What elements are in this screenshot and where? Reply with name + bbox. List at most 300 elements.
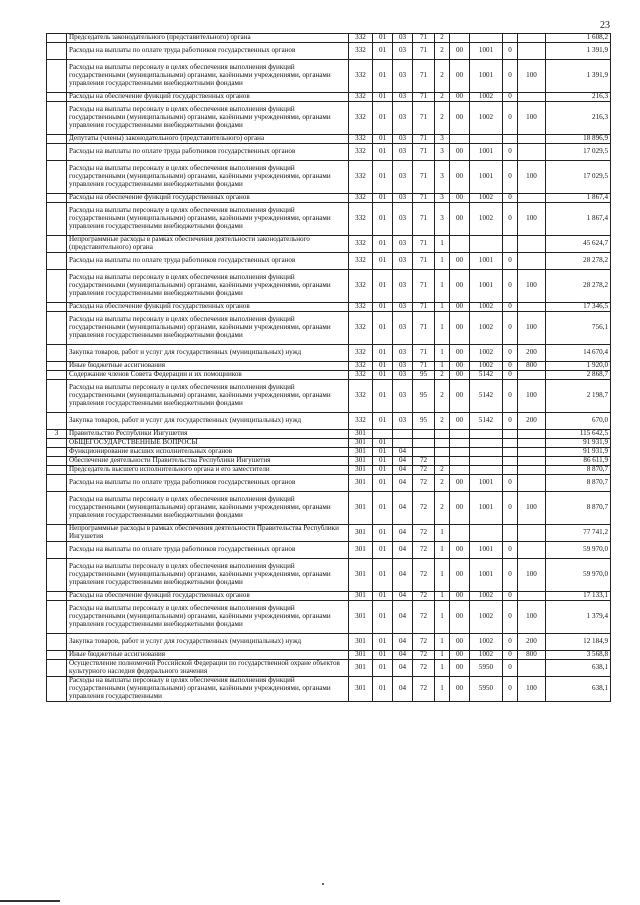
table-row (47, 457, 611, 466)
cell-program-code: 71 (413, 253, 435, 270)
cell-expense-code: 5950 (470, 677, 503, 702)
cell-expense-type (518, 660, 546, 677)
cell-program-code: 72 (413, 457, 435, 466)
cell-program-code: 71 (413, 270, 435, 303)
cell-direction-code: 00 (450, 93, 470, 102)
cell-subsection-code: 04 (393, 525, 413, 542)
cell-expense-type: 200 (518, 634, 546, 651)
scan-dot (322, 883, 324, 885)
cell-extra-code: 0 (503, 371, 518, 380)
cell-subprogram-code: 1 (435, 345, 450, 362)
cell-program-code: 71 (413, 43, 435, 60)
cell-subsection-code: 04 (393, 677, 413, 702)
cell-expense-code (470, 466, 503, 475)
cell-subsection-code: 03 (393, 345, 413, 362)
cell-direction-code (450, 466, 470, 475)
cell-subprogram-code: 3 (435, 203, 450, 236)
cell-extra-code: 0 (503, 634, 518, 651)
cell-subsection-code: 03 (393, 371, 413, 380)
cell-subsection-code: 03 (393, 161, 413, 194)
cell-item-name: Председатель высшего исполнительного органа и его заместители (67, 466, 349, 475)
cell-expense-code: 5142 (470, 371, 503, 380)
cell-program-code: 72 (413, 660, 435, 677)
cell-section-code: 01 (373, 492, 393, 525)
cell-section-code: 01 (373, 161, 393, 194)
cell-ministry-code: 301 (349, 601, 373, 634)
cell-direction-code (450, 34, 470, 43)
table-row (47, 525, 611, 542)
cell-extra-code: 0 (503, 475, 518, 492)
cell-subprogram-code: 1 (435, 677, 450, 702)
cell-expense-type (518, 525, 546, 542)
cell-program-code: 72 (413, 525, 435, 542)
cell-amount: 1 867,4 (546, 194, 611, 203)
cell-direction-code: 00 (450, 362, 470, 371)
cell-subsection-code: 03 (393, 135, 413, 144)
cell-extra-code: 0 (503, 43, 518, 60)
cell-section-code: 01 (373, 542, 393, 559)
table-row (47, 660, 611, 677)
cell-number (47, 194, 67, 203)
cell-extra-code: 0 (503, 60, 518, 93)
cell-item-name: Расходы на обеспечение функций государственных органов (67, 93, 349, 102)
cell-subsection-code: 03 (393, 303, 413, 312)
cell-amount: 17 133,1 (546, 592, 611, 601)
cell-expense-code: 5142 (470, 413, 503, 430)
cell-expense-code: 1002 (470, 345, 503, 362)
cell-amount: 756,1 (546, 312, 611, 345)
cell-direction-code: 00 (450, 601, 470, 634)
cell-expense-type (518, 592, 546, 601)
cell-expense-code (470, 430, 503, 439)
cell-expense-code: 1002 (470, 651, 503, 660)
cell-program-code (413, 430, 435, 439)
table-row (47, 466, 611, 475)
cell-expense-type (518, 34, 546, 43)
table-row (47, 475, 611, 492)
cell-subsection-code: 03 (393, 362, 413, 371)
cell-item-name: Расходы на выплаты персоналу в целях обеспечения выполнения функций государственными (муниципальными) органами, казёнными учреждениями, органами управления государственными внебюджетными фондами (67, 102, 349, 135)
cell-subprogram-code (435, 430, 450, 439)
cell-number (47, 559, 67, 592)
cell-amount: 17 029,5 (546, 144, 611, 161)
cell-direction-code (450, 135, 470, 144)
cell-number (47, 362, 67, 371)
table-row (47, 371, 611, 380)
cell-ministry-code: 301 (349, 448, 373, 457)
cell-program-code: 72 (413, 634, 435, 651)
cell-program-code: 72 (413, 466, 435, 475)
cell-amount: 18 896,9 (546, 135, 611, 144)
cell-amount: 8 870,7 (546, 475, 611, 492)
cell-subprogram-code: 2 (435, 93, 450, 102)
cell-direction-code: 00 (450, 542, 470, 559)
cell-ministry-code: 301 (349, 466, 373, 475)
cell-section-code: 01 (373, 236, 393, 253)
cell-item-name: Закупка товаров, работ и услуг для государственных (муниципальных) нужд (67, 634, 349, 651)
cell-number (47, 102, 67, 135)
cell-amount: 638,1 (546, 677, 611, 702)
cell-section-code: 01 (373, 144, 393, 161)
cell-section-code: 01 (373, 677, 393, 702)
cell-expense-type (518, 194, 546, 203)
cell-item-name: Депутаты (члены) законодательного (представительного) органа (67, 135, 349, 144)
cell-direction-code: 00 (450, 161, 470, 194)
cell-expense-type (518, 466, 546, 475)
cell-item-name: Иные бюджетные ассигнования (67, 651, 349, 660)
cell-ministry-code: 332 (349, 34, 373, 43)
cell-subprogram-code: 2 (435, 102, 450, 135)
cell-extra-code: 0 (503, 542, 518, 559)
cell-section-code: 01 (373, 601, 393, 634)
cell-expense-code (470, 135, 503, 144)
cell-expense-code: 1002 (470, 362, 503, 371)
cell-expense-type (518, 93, 546, 102)
cell-amount: 2 868,7 (546, 371, 611, 380)
cell-subprogram-code: 3 (435, 135, 450, 144)
cell-program-code: 71 (413, 102, 435, 135)
cell-expense-type: 100 (518, 161, 546, 194)
cell-ministry-code: 332 (349, 270, 373, 303)
cell-ministry-code: 301 (349, 634, 373, 651)
cell-direction-code: 00 (450, 345, 470, 362)
table-row (47, 312, 611, 345)
cell-ministry-code: 301 (349, 651, 373, 660)
cell-subprogram-code: 2 (435, 43, 450, 60)
cell-item-name: Обеспечение деятельности Правительства Республики Ингушетия (67, 457, 349, 466)
cell-direction-code: 00 (450, 203, 470, 236)
cell-ministry-code: 332 (349, 161, 373, 194)
cell-expense-type: 100 (518, 203, 546, 236)
table-row (47, 194, 611, 203)
cell-subsection-code: 04 (393, 601, 413, 634)
cell-ministry-code: 332 (349, 413, 373, 430)
cell-direction-code: 00 (450, 102, 470, 135)
cell-section-code: 01 (373, 34, 393, 43)
cell-section-code: 01 (373, 312, 393, 345)
table-row (47, 448, 611, 457)
cell-amount: 1 920,0 (546, 362, 611, 371)
cell-expense-code: 1001 (470, 43, 503, 60)
cell-extra-code (503, 439, 518, 448)
cell-expense-code: 1002 (470, 312, 503, 345)
cell-item-name: Закупка товаров, работ и услуг для государственных (муниципальных) нужд (67, 413, 349, 430)
cell-subsection-code: 04 (393, 559, 413, 592)
cell-section-code: 01 (373, 439, 393, 448)
cell-number (47, 525, 67, 542)
cell-amount: 1 867,4 (546, 203, 611, 236)
cell-item-name: Расходы на выплаты персоналу в целях обеспечения выполнения функций государственными (муниципальными) органами, казёнными учреждениями, органами управления государственными внебюджетными фондами (67, 492, 349, 525)
cell-number (47, 253, 67, 270)
cell-expense-type (518, 135, 546, 144)
cell-item-name: Расходы на выплаты по оплате труда работников государственных органов (67, 253, 349, 270)
cell-extra-code (503, 34, 518, 43)
cell-extra-code: 0 (503, 362, 518, 371)
cell-program-code: 72 (413, 677, 435, 702)
cell-expense-type (518, 303, 546, 312)
cell-section-code (373, 430, 393, 439)
cell-ministry-code: 332 (349, 303, 373, 312)
cell-ministry-code: 332 (349, 43, 373, 60)
cell-expense-type: 100 (518, 601, 546, 634)
cell-program-code: 95 (413, 371, 435, 380)
cell-expense-type: 100 (518, 559, 546, 592)
cell-expense-code: 1002 (470, 634, 503, 651)
cell-subsection-code: 03 (393, 253, 413, 270)
cell-section-code: 01 (373, 651, 393, 660)
cell-item-name: Расходы на выплаты по оплате труда работников государственных органов (67, 43, 349, 60)
cell-subprogram-code: 1 (435, 542, 450, 559)
table-row (47, 93, 611, 102)
cell-item-name: Осуществление полномочий Российской Федерации по государственной охране объектов культурного наследия федерального значения (67, 660, 349, 677)
cell-expense-code (470, 34, 503, 43)
cell-direction-code: 00 (450, 194, 470, 203)
table-row (47, 270, 611, 303)
cell-subprogram-code: 1 (435, 253, 450, 270)
cell-section-code: 01 (373, 135, 393, 144)
cell-expense-type: 100 (518, 102, 546, 135)
cell-subsection-code: 03 (393, 270, 413, 303)
cell-number (47, 93, 67, 102)
cell-subprogram-code: 1 (435, 303, 450, 312)
cell-extra-code: 0 (503, 651, 518, 660)
cell-expense-code: 1002 (470, 102, 503, 135)
table-row (47, 253, 611, 270)
cell-direction-code: 00 (450, 380, 470, 413)
cell-extra-code (503, 457, 518, 466)
cell-program-code: 95 (413, 380, 435, 413)
cell-direction-code: 00 (450, 592, 470, 601)
cell-subsection-code: 04 (393, 492, 413, 525)
cell-expense-code: 1002 (470, 601, 503, 634)
cell-subprogram-code: 2 (435, 475, 450, 492)
cell-ministry-code: 301 (349, 430, 373, 439)
cell-ministry-code: 332 (349, 345, 373, 362)
cell-extra-code (503, 430, 518, 439)
cell-number (47, 413, 67, 430)
cell-number (47, 380, 67, 413)
cell-expense-type (518, 457, 546, 466)
cell-subsection-code: 03 (393, 413, 413, 430)
cell-expense-code: 1002 (470, 93, 503, 102)
cell-amount: 59 970,0 (546, 542, 611, 559)
cell-expense-type: 800 (518, 651, 546, 660)
cell-number (47, 236, 67, 253)
cell-amount: 3 568,8 (546, 651, 611, 660)
cell-extra-code: 0 (503, 413, 518, 430)
cell-section-code: 01 (373, 592, 393, 601)
cell-number (47, 161, 67, 194)
cell-extra-code: 0 (503, 345, 518, 362)
cell-ministry-code: 332 (349, 135, 373, 144)
cell-program-code: 71 (413, 203, 435, 236)
cell-subprogram-code (435, 448, 450, 457)
cell-number (47, 601, 67, 634)
cell-expense-type: 200 (518, 345, 546, 362)
cell-expense-code (470, 236, 503, 253)
cell-expense-type (518, 542, 546, 559)
cell-ministry-code: 332 (349, 253, 373, 270)
cell-amount: 14 670,4 (546, 345, 611, 362)
cell-subprogram-code (435, 457, 450, 466)
table-row (47, 43, 611, 60)
cell-item-name: Расходы на выплаты по оплате труда работников государственных органов (67, 144, 349, 161)
cell-expense-code: 1001 (470, 475, 503, 492)
cell-program-code: 71 (413, 194, 435, 203)
cell-expense-type (518, 439, 546, 448)
table-row (47, 203, 611, 236)
cell-expense-code (470, 448, 503, 457)
cell-item-name: Функционирование высших исполнительных органов (67, 448, 349, 457)
cell-extra-code: 0 (503, 303, 518, 312)
cell-amount: 1 391,9 (546, 60, 611, 93)
cell-direction-code (450, 457, 470, 466)
table-row (47, 345, 611, 362)
cell-expense-type: 100 (518, 312, 546, 345)
cell-program-code: 72 (413, 542, 435, 559)
cell-item-name: Расходы на выплаты по оплате труда работников государственных органов (67, 475, 349, 492)
cell-amount: 17 346,5 (546, 303, 611, 312)
table-row (47, 144, 611, 161)
cell-extra-code (503, 135, 518, 144)
cell-expense-code: 1001 (470, 60, 503, 93)
table-row (47, 677, 611, 702)
cell-item-name: Расходы на выплаты персоналу в целях обеспечения выполнения функций государственными (муниципальными) органами, казёнными учреждениями, органами управления государственными внебюджетными фондами (67, 312, 349, 345)
cell-item-name: Содержание членов Совета Федерации и их помощников (67, 371, 349, 380)
table-row (47, 651, 611, 660)
cell-direction-code: 00 (450, 60, 470, 93)
cell-program-code: 71 (413, 345, 435, 362)
cell-ministry-code: 301 (349, 542, 373, 559)
cell-amount: 638,1 (546, 660, 611, 677)
cell-extra-code: 0 (503, 144, 518, 161)
cell-number (47, 651, 67, 660)
cell-direction-code (450, 236, 470, 253)
cell-section-code: 01 (373, 203, 393, 236)
cell-subsection-code (393, 439, 413, 448)
cell-section-code: 01 (373, 371, 393, 380)
cell-item-name: Непрограммные расходы в рамках обеспечения деятельности Правительства Республики Ингушетия (67, 525, 349, 542)
cell-program-code: 72 (413, 592, 435, 601)
cell-number (47, 542, 67, 559)
cell-subsection-code: 03 (393, 102, 413, 135)
cell-direction-code: 00 (450, 144, 470, 161)
cell-program-code: 72 (413, 475, 435, 492)
cell-expense-type: 100 (518, 492, 546, 525)
cell-subprogram-code: 1 (435, 651, 450, 660)
cell-expense-type (518, 448, 546, 457)
cell-subsection-code: 04 (393, 466, 413, 475)
cell-number (47, 60, 67, 93)
cell-extra-code: 0 (503, 270, 518, 303)
table-row (47, 413, 611, 430)
cell-ministry-code: 301 (349, 559, 373, 592)
cell-expense-code (470, 439, 503, 448)
cell-subsection-code: 04 (393, 448, 413, 457)
cell-expense-type (518, 236, 546, 253)
cell-expense-type: 100 (518, 270, 546, 303)
cell-direction-code (450, 448, 470, 457)
cell-section-code: 01 (373, 303, 393, 312)
cell-subprogram-code: 1 (435, 559, 450, 592)
cell-number (47, 203, 67, 236)
cell-subsection-code: 03 (393, 43, 413, 60)
cell-section-code: 01 (373, 102, 393, 135)
cell-section-code: 01 (373, 475, 393, 492)
cell-amount: 216,3 (546, 93, 611, 102)
cell-direction-code: 00 (450, 371, 470, 380)
table-row (47, 559, 611, 592)
cell-subprogram-code: 1 (435, 634, 450, 651)
cell-section-code: 01 (373, 93, 393, 102)
cell-section-code: 01 (373, 345, 393, 362)
cell-ministry-code: 332 (349, 93, 373, 102)
cell-expense-code: 1001 (470, 559, 503, 592)
cell-subprogram-code: 2 (435, 60, 450, 93)
cell-amount: 2 198,7 (546, 380, 611, 413)
cell-amount: 77 741,2 (546, 525, 611, 542)
cell-program-code: 71 (413, 161, 435, 194)
cell-expense-type (518, 144, 546, 161)
cell-extra-code (503, 466, 518, 475)
cell-subprogram-code: 2 (435, 466, 450, 475)
cell-program-code (413, 448, 435, 457)
cell-ministry-code: 332 (349, 203, 373, 236)
cell-subprogram-code: 3 (435, 194, 450, 203)
cell-expense-type: 200 (518, 413, 546, 430)
cell-subsection-code: 03 (393, 144, 413, 161)
cell-direction-code: 00 (450, 677, 470, 702)
cell-extra-code: 0 (503, 253, 518, 270)
cell-ministry-code: 332 (349, 144, 373, 161)
cell-subprogram-code: 3 (435, 161, 450, 194)
cell-direction-code: 00 (450, 475, 470, 492)
cell-subprogram-code: 2 (435, 371, 450, 380)
cell-subprogram-code: 2 (435, 380, 450, 413)
cell-section-code: 01 (373, 380, 393, 413)
cell-subsection-code: 04 (393, 651, 413, 660)
cell-subprogram-code: 2 (435, 34, 450, 43)
cell-number (47, 660, 67, 677)
cell-section-code: 01 (373, 194, 393, 203)
cell-extra-code: 0 (503, 592, 518, 601)
cell-program-code: 71 (413, 303, 435, 312)
cell-program-code: 71 (413, 144, 435, 161)
cell-expense-code: 1001 (470, 270, 503, 303)
table-row (47, 601, 611, 634)
cell-item-name: Расходы на обеспечение функций государственных органов (67, 303, 349, 312)
cell-number (47, 492, 67, 525)
cell-expense-code: 1001 (470, 144, 503, 161)
cell-section-code: 01 (373, 270, 393, 303)
cell-subsection-code: 03 (393, 34, 413, 43)
cell-amount: 59 970,0 (546, 559, 611, 592)
cell-amount: 17 029,5 (546, 161, 611, 194)
cell-ministry-code: 332 (349, 312, 373, 345)
cell-subsection-code: 04 (393, 542, 413, 559)
cell-amount: 8 870,7 (546, 466, 611, 475)
cell-item-name: Расходы на выплаты персоналу в целях обеспечения выполнения функций государственными (муниципальными) органами, казёнными учреждениями, органами управления государственными внебюджетными фондами (67, 270, 349, 303)
cell-number (47, 371, 67, 380)
cell-extra-code (503, 525, 518, 542)
cell-program-code: 72 (413, 601, 435, 634)
cell-expense-code: 1001 (470, 542, 503, 559)
cell-subsection-code: 03 (393, 312, 413, 345)
cell-number (47, 634, 67, 651)
cell-number (47, 448, 67, 457)
cell-section-code: 01 (373, 466, 393, 475)
cell-item-name: Закупка товаров, работ и услуг для государственных (муниципальных) нужд (67, 345, 349, 362)
